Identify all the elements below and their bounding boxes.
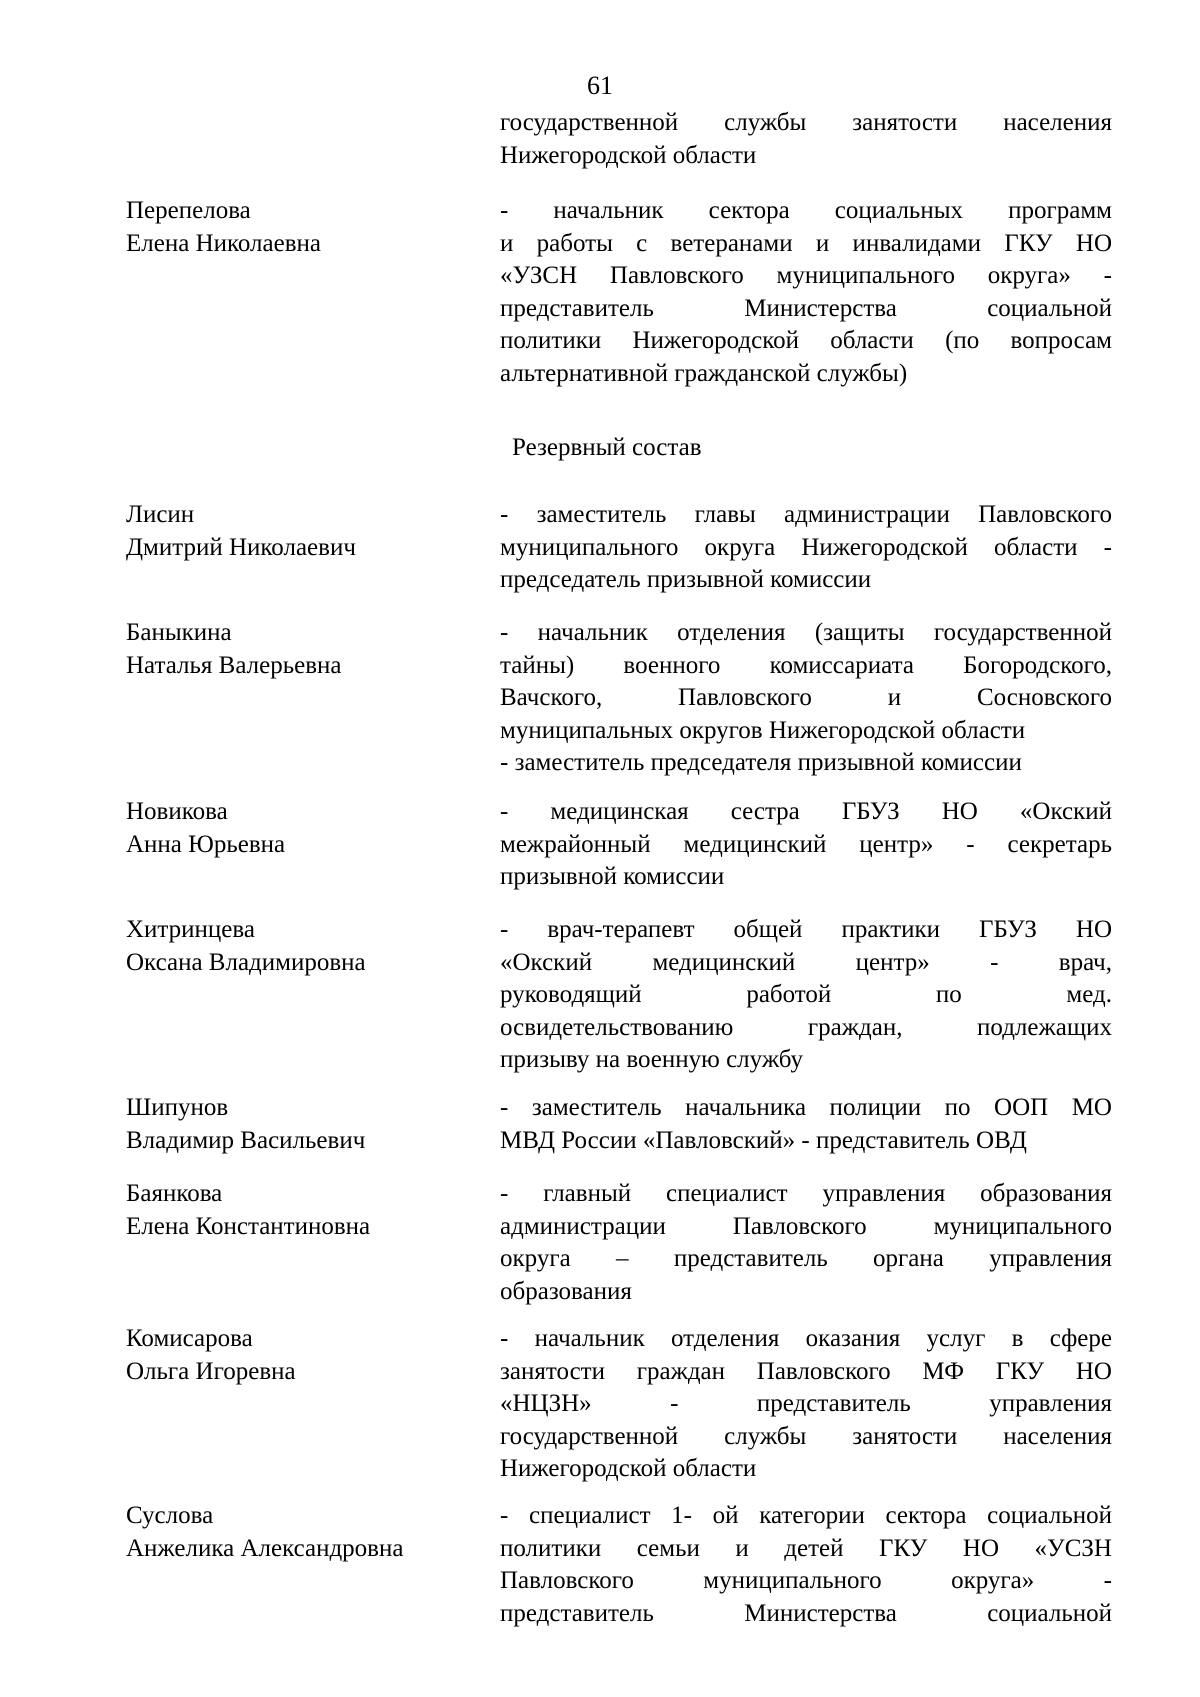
text-line: председатель призывной комиссии — [500, 566, 872, 593]
member-position — [500, 195, 1112, 390]
member-name — [126, 1092, 486, 1157]
text-line: Павловского муниципального округа» - — [500, 1567, 1112, 1594]
text-line: политики Нижегородской области (по вопросам — [500, 327, 1112, 354]
text-line: тайны) военного комиссариата Богородского, — [500, 651, 1112, 679]
text-line: государственной службы занятости населения — [500, 109, 1112, 136]
member-given-name: Оксана Владимировна — [126, 948, 366, 976]
text-line: межрайонный медицинский центр» - секретарь — [500, 830, 1112, 858]
member-name — [126, 195, 486, 260]
member-position — [500, 796, 1112, 894]
text-line: муниципальных округов Нижегородской области — [500, 716, 1026, 744]
member-given-name: Дмитрий Николаевич — [126, 533, 356, 561]
text-line: руководящий работой по мед. — [500, 981, 1112, 1008]
member-given-name: Анна Юрьевна — [126, 830, 286, 858]
member-surname: Комисарова — [126, 1325, 253, 1352]
member-given-name: Владимир Васильевич — [126, 1126, 366, 1154]
text-line: альтернативной гражданской службы) — [500, 359, 908, 387]
member-surname: Баянкова — [126, 1180, 223, 1207]
text-line: Нижегородской области — [500, 141, 757, 169]
text-line: «Окский медицинский центр» - врач, — [500, 948, 1112, 976]
text-line: - врач-терапевт общей практики ГБУЗ НО — [500, 916, 1112, 943]
text-line: освидетельствованию граждан, подлежащих — [500, 1013, 1112, 1041]
text-line: представитель Министерства социальной — [500, 1599, 1112, 1627]
member-position — [500, 1323, 1112, 1486]
text-line: - заместитель председателя призывной комиссии — [500, 749, 1022, 776]
page-number: 61 — [587, 71, 613, 100]
member-name — [126, 499, 486, 564]
member-surname: Хитринцева — [126, 916, 255, 943]
member-surname: Баныкина — [126, 619, 232, 646]
member-surname: Лисин — [126, 501, 195, 528]
text-line: призыву на военную службу — [500, 1046, 804, 1073]
text-line: - начальник отделения оказания услуг в сфере — [500, 1325, 1112, 1352]
text-line: округа – представитель органа управления — [500, 1245, 1112, 1272]
text-line: - заместитель начальника полиции по ООП МО — [500, 1094, 1112, 1121]
continuation-text — [500, 107, 1112, 172]
member-position — [500, 1178, 1112, 1308]
text-line: Вачского, Павловского и Сосновского — [500, 684, 1112, 711]
member-position — [500, 1092, 1112, 1157]
member-name — [126, 1323, 486, 1388]
member-position — [500, 617, 1112, 780]
member-name — [126, 1178, 486, 1243]
text-line: образования — [500, 1277, 632, 1305]
member-name — [126, 617, 486, 682]
text-line: МВД России «Павловский» - представитель ОВД — [500, 1126, 1027, 1154]
member-name — [126, 796, 486, 861]
text-line: муниципального округа Нижегородской области - — [500, 533, 1112, 561]
text-line: - начальник отделения (защиты государственной — [500, 619, 1112, 646]
member-position — [500, 1500, 1112, 1630]
text-line: - специалист 1- ой категории сектора социальной — [500, 1502, 1112, 1529]
text-line: государственной службы занятости населения — [500, 1422, 1112, 1450]
text-line: политики семьи и детей ГКУ НО «УСЗН — [500, 1534, 1112, 1562]
member-position — [500, 499, 1112, 597]
text-line: администрации Павловского муниципального — [500, 1212, 1112, 1240]
text-line: - заместитель главы администрации Павловского — [500, 501, 1112, 528]
text-line: - главный специалист управления образования — [500, 1180, 1112, 1207]
text-line: Нижегородской области — [500, 1455, 757, 1482]
member-given-name: Ольга Игоревна — [126, 1357, 296, 1385]
member-surname: Шипунов — [126, 1094, 229, 1121]
member-given-name: Анжелика Александровна — [126, 1534, 404, 1562]
member-given-name: Елена Константиновна — [126, 1212, 371, 1240]
member-name — [126, 914, 486, 979]
member-name — [126, 1500, 486, 1565]
text-line: представитель Министерства социальной — [500, 294, 1112, 322]
text-line: призывной комиссии — [500, 863, 725, 890]
text-line: - медицинская сестра ГБУЗ НО «Окский — [500, 798, 1112, 825]
member-surname: Суслова — [126, 1502, 214, 1529]
member-surname: Новикова — [126, 798, 228, 825]
member-position — [500, 914, 1112, 1077]
text-line: занятости граждан Павловского МФ ГКУ НО — [500, 1357, 1112, 1385]
member-given-name: Наталья Валерьевна — [126, 651, 342, 679]
reserve-section-heading: Резервный состав — [512, 434, 702, 461]
text-line: - начальник сектора социальных программ — [500, 197, 1112, 224]
text-line: «УЗСН Павловского муниципального округа» - — [500, 262, 1112, 289]
member-given-name: Елена Николаевна — [126, 229, 321, 257]
text-line: и работы с ветеранами и инвалидами ГКУ НО — [500, 229, 1112, 257]
member-surname: Перепелова — [126, 197, 251, 224]
text-line: «НЦЗН» - представитель управления — [500, 1390, 1112, 1417]
